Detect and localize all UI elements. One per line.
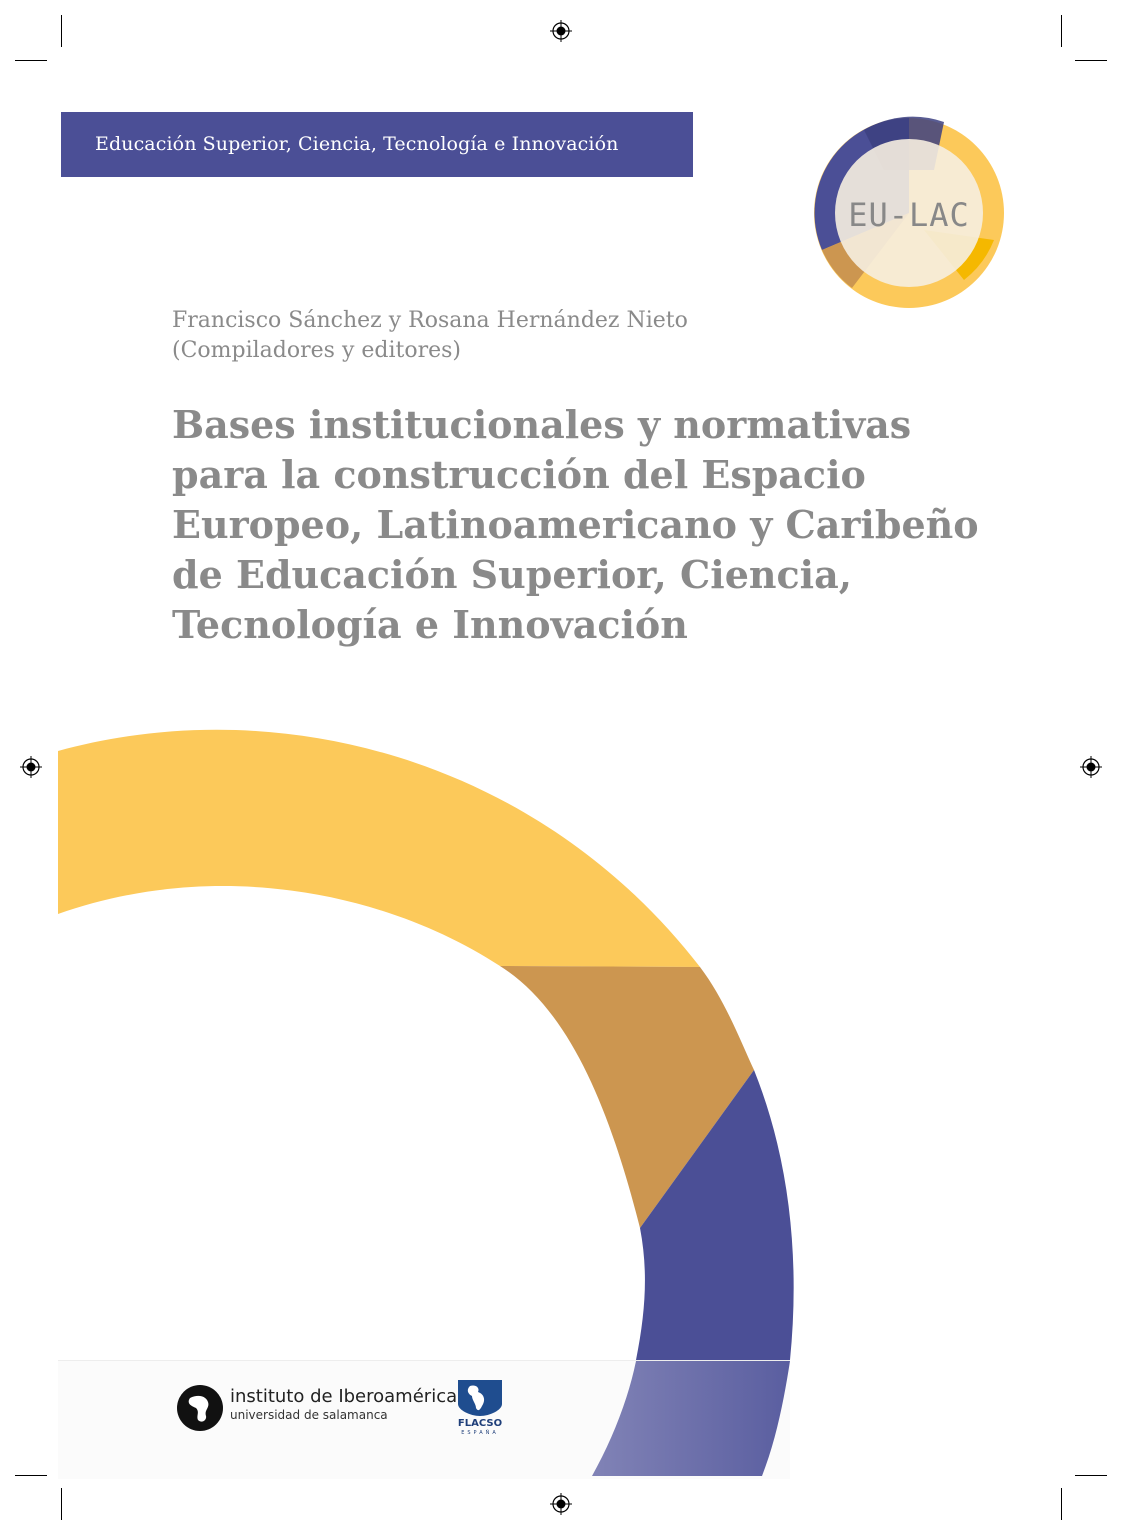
title-line: Tecnología e Innovación	[172, 602, 688, 647]
flacso-country: ESPAÑA	[461, 1430, 499, 1436]
instituto-iberoamerica-logo	[176, 1384, 458, 1432]
title-line: Bases institucionales y normativas	[172, 402, 912, 447]
title-line: de Educación Superior, Ciencia,	[172, 552, 852, 597]
ibero-university: universidad de salamanca	[230, 1408, 388, 1422]
flacso-emblem-icon	[454, 1378, 506, 1418]
flacso-logo	[454, 1378, 506, 1440]
authors-block	[172, 306, 972, 366]
series-banner: Educación Superior, Ciencia, Tecnología e Innovación	[61, 112, 693, 177]
authors-role: (Compiladores y editores)	[172, 338, 461, 363]
ibero-name: instituto de Iberoamérica	[230, 1386, 458, 1407]
logo-text: EU-LAC	[848, 196, 970, 234]
eu-lac-logo	[804, 110, 1014, 320]
title-line: Europeo, Latinoamericano y Caribeño	[172, 502, 979, 547]
flacso-name: FLACSO	[457, 1418, 503, 1429]
ibero-emblem-icon	[176, 1384, 224, 1432]
authors-names: Francisco Sánchez y Rosana Hernández Nieto	[172, 308, 688, 333]
book-title	[172, 400, 1032, 650]
title-line: para la construcción del Espacio	[172, 452, 866, 497]
